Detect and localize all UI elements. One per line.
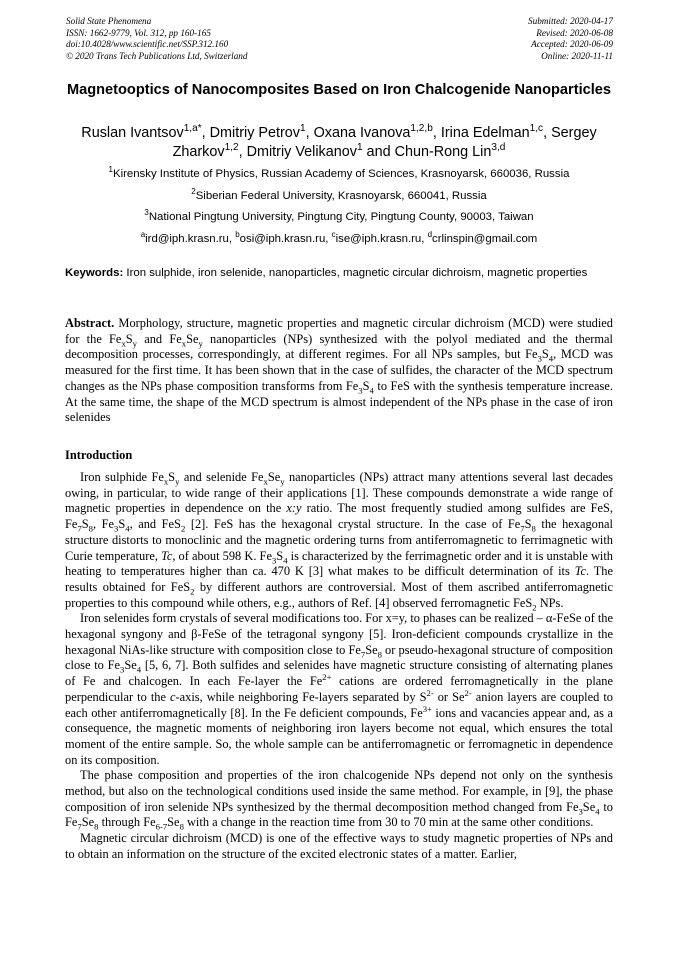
subscript: 3 — [578, 806, 583, 817]
accepted-date: Accepted: 2020-06-09 — [531, 39, 613, 50]
text-run: or pseudo-hexagonal structure of composition close to Fe — [65, 642, 613, 673]
superscript: 2+ — [322, 672, 332, 683]
paragraph — [65, 611, 613, 768]
author-affiliation-mark: 3,d — [491, 141, 506, 153]
email-mark: c — [331, 230, 336, 240]
text-run: is characterized by the ferrimagnetic order and it is unstable with heating to temperatures higher than ca. 470 K [3] what makes to be difficult determination of its — [65, 548, 613, 579]
abstract-label: Abstract. — [65, 316, 115, 330]
subscript: 2 — [180, 523, 186, 534]
text-run: the hexagonal structure distorts to monoclinic and the magnetic ordering turns from antiferromagnetic to ferrimagnetic with Curie temperature, — [65, 517, 613, 563]
doi-link[interactable]: doi:10.4028/www.scientific.net/SSP.312.160 — [66, 39, 229, 50]
text-run: . The results obtained for FeS — [65, 564, 613, 594]
affiliation-number: 1 — [108, 165, 113, 175]
subscript: 7 — [360, 649, 366, 660]
subscript: 8 — [377, 649, 382, 660]
author-separator: , — [432, 125, 441, 141]
text-run: Se — [267, 470, 281, 484]
author — [246, 141, 395, 160]
email-mark: b — [235, 230, 240, 240]
affiliation-text: National Pingtung University, Pingtung City, Pingtung County, 90003, Taiwan — [148, 211, 534, 223]
email-link[interactable]: crlinspin@gmail.com — [432, 233, 538, 245]
abstract — [65, 316, 613, 426]
author-affiliation-mark: 1,a* — [183, 123, 202, 135]
subscript: 7 — [77, 821, 82, 832]
abstract-text: and Fe — [137, 331, 182, 346]
text-run: Se — [167, 815, 180, 830]
subscript: 3 — [120, 664, 125, 675]
abstract-text: , MCD was measured for the first time. It has been shown that in the case of sulfides, the character of the MCD spectrum changes as the NPs phase composition transforms from Fe — [65, 347, 613, 393]
paper-title: Magnetooptics of Nanocomposites Based on Iron Chalcogenide Nanoparticles — [66, 82, 612, 98]
subscript: 2 — [532, 602, 537, 613]
text-run: x:y — [286, 501, 302, 516]
text-run: Tc — [161, 548, 173, 563]
abstract-text: to FeS with the synthesis temperature increase. At the same time, the shape of the MCD spectrum is almost independent of the NPs phase in the case of iron selenides — [65, 378, 613, 425]
text-run: Se — [124, 658, 137, 673]
paragraph — [65, 831, 613, 862]
affiliation-number: 2 — [191, 187, 196, 197]
revised-date: Revised: 2020-06-08 — [536, 27, 613, 38]
author-separator: , — [201, 125, 210, 141]
text-run: through Fe — [98, 815, 156, 830]
abstract-text: S — [125, 331, 133, 346]
text-run: S — [276, 548, 284, 563]
subscript: 7 — [520, 523, 525, 534]
subscript: 6-7 — [155, 821, 168, 832]
affiliation-text: Siberian Federal University, Krasnoyarsk, 660041, Russia — [195, 190, 487, 202]
author — [81, 125, 209, 141]
subscript: 8 — [531, 523, 536, 534]
subscript: 3 — [537, 353, 542, 364]
text-run: ratio. The most frequently studied among sulfides are FeS, Fe — [65, 501, 613, 532]
subscript: y — [198, 338, 203, 349]
author-affiliation-mark: 1,2 — [224, 141, 239, 153]
submitted-date: Submitted: 2020-04-17 — [528, 16, 613, 26]
text-run: nanoparticles (NPs) attract many attentions several last decades owing, in particular, to wide range of their applications [1]. These compounds demonstrate a wide range of magnetic properties in dependence on the — [65, 470, 613, 516]
text-run: Magnetic circular dichroism (MCD) is one of the effective ways to study magnetic properties of NPs and to obtain an information on the structure of the excited electronic states of a matter. Earlier, — [65, 831, 613, 861]
body-text — [65, 470, 613, 863]
subscript: 4 — [283, 554, 288, 565]
subscript: x — [263, 476, 268, 487]
author-affiliation-mark: 1 — [299, 123, 306, 135]
superscript: 2- — [426, 687, 434, 698]
author-name: Dmitriy Velikanov — [246, 143, 357, 160]
author-name: Chun-Rong Lin — [394, 143, 492, 160]
text-run: Se — [582, 799, 596, 814]
author-separator: and — [362, 143, 395, 160]
copyright-line: © 2020 Trans Tech Publications Ltd, Switzerland — [66, 50, 248, 61]
subscript: 8 — [94, 821, 99, 832]
author-name: Oxana Ivanova — [313, 125, 411, 141]
email-mark: d — [427, 230, 433, 240]
author-name: Sergey Zharkov — [172, 125, 597, 160]
journal-name: Solid State Phenomena — [66, 16, 152, 26]
subscript: 8 — [88, 523, 93, 534]
text-run: S — [118, 517, 126, 532]
author — [314, 125, 441, 141]
text-run: anion layers are coupled to each other antiferromagnetically [8]. In the Fe deficient compounds, Fe — [65, 689, 613, 720]
affiliation-2 — [40, 189, 638, 203]
text-run: and selenide Fe — [179, 470, 264, 484]
text-run: or Se — [433, 689, 465, 704]
text-run: by different authors are controversial. Most of them ascribed antiferromagnetic properties to this compound while others, e.g., authors of Ref. [4] observed ferromagnetic FeS — [65, 579, 613, 610]
text-run: S — [81, 517, 89, 532]
keywords — [65, 266, 613, 280]
email-list — [40, 232, 638, 246]
author-list — [60, 124, 618, 161]
text-run: with a change in the reaction time from 30 to 70 min at the same other conditions. — [183, 815, 594, 830]
email-link[interactable]: ise@iph.krasn.ru, — [335, 233, 428, 245]
text-run: to Fe — [65, 799, 613, 830]
subscript: y — [132, 338, 137, 349]
abstract-text: Se — [186, 331, 199, 346]
issn-line: ISSN: 1662-9779, Vol. 312, pp 160-165 — [66, 27, 211, 38]
author-name: Ruslan Ivantsov — [81, 125, 184, 141]
email-link[interactable]: ird@iph.krasn.ru, — [145, 233, 236, 245]
dates-header — [528, 16, 613, 62]
text-run: , of about 598 K. Fe — [172, 548, 272, 563]
text-run: The phase composition and properties of the iron chalcogenide NPs depend not only on the synthesis method, but also on the technological conditions used inside the same method. For example, in [9], the phase composition of iron selenide NPs synthesized by the thermal decomposition method changed from Fe — [65, 768, 613, 814]
text-run: ions and vacancies appear and, as a consequence, the magnetic moments of neighboring iron layers become not equal, which ensures the total moment of the entire sample. So, the whole sample can be antiferromagnetic or ferromagnetic in dependence on its composition. — [65, 705, 613, 767]
subscript: 4 — [136, 664, 142, 675]
text-run: c — [170, 689, 176, 704]
text-run: NPs. — [536, 595, 564, 610]
email-link[interactable]: osi@iph.krasn.ru, — [239, 233, 332, 245]
abstract-text: Morphology, structure, magnetic properties and magnetic circular dichroism (MCD) were studied for the Fe — [65, 316, 613, 346]
text-run: , Fe — [92, 517, 115, 532]
text-run: cations are ordered ferromagnetically in the plane perpendicular to the — [65, 674, 614, 704]
subscript: x — [181, 338, 187, 349]
text-run: -axis, while neighboring Fe-layers separated by S — [175, 689, 427, 704]
subscript: y — [280, 476, 285, 487]
subscript: x — [163, 476, 169, 487]
affiliation-3 — [40, 210, 638, 224]
text-run: , and FeS — [129, 517, 181, 532]
paragraph — [65, 470, 613, 611]
author-name: Dmitriy Petrov — [209, 125, 300, 141]
author-affiliation-mark: 1,c — [529, 123, 544, 135]
subscript: 4 — [595, 806, 600, 817]
author — [441, 125, 551, 141]
keywords-text: Iron sulphide, iron selenide, nanoparticles, magnetic circular dichroism, magnetic properties — [126, 267, 588, 279]
text-run: Iron sulphide Fe — [80, 470, 164, 484]
subscript: 4 — [548, 353, 554, 364]
text-run: Se — [365, 642, 378, 657]
keywords-label: Keywords: — [65, 267, 124, 279]
text-run: S — [524, 517, 532, 532]
author — [210, 125, 314, 141]
subscript: 8 — [179, 821, 184, 832]
subscript: 7 — [77, 523, 82, 534]
superscript: 2- — [464, 687, 472, 698]
author-affiliation-mark: 1,2,b — [410, 123, 433, 135]
email-mark: a — [140, 230, 146, 240]
text-run: Tc — [574, 564, 586, 579]
subscript: 2 — [190, 586, 195, 597]
author-affiliation-mark: 1 — [356, 141, 363, 153]
text-run: S — [168, 470, 176, 484]
abstract-text: S — [541, 347, 549, 362]
text-run: Se — [81, 815, 95, 830]
affiliation-1 — [40, 167, 638, 181]
text-run: [2]. FeS has the hexagonal crystal structure. In the case of Fe — [185, 517, 521, 532]
subscript: 4 — [369, 385, 374, 396]
section-title: Introduction — [65, 448, 133, 462]
affiliation-text: Kirensky Institute of Physics, Russian Academy of Sciences, Krasnoyarsk, 660036, Russia — [112, 168, 570, 180]
subscript: y — [175, 476, 180, 487]
subscript: 3 — [358, 385, 363, 396]
subscript: 3 — [114, 523, 119, 534]
author-separator: , — [543, 125, 552, 141]
author-separator: , — [238, 143, 247, 160]
journal-header — [66, 16, 247, 62]
online-date: Online: 2020-11-11 — [541, 50, 613, 61]
affiliation-number: 3 — [144, 208, 149, 218]
paragraph — [65, 768, 613, 831]
subscript: x — [121, 338, 126, 349]
author-name: Irina Edelman — [440, 125, 530, 141]
author-separator: , — [305, 125, 314, 141]
subscript: 4 — [125, 523, 130, 534]
author — [394, 141, 506, 160]
abstract-text: nanoparticles (NPs) synthesized with the polyol mediated and the thermal decomposition processes, correspondingly, at different regimes. For all NPs samples, but Fe — [65, 331, 613, 362]
text-run: [5, 6, 7]. Both sulfides and selenides have magnetic structure consisting of alternating planes of Fe and chalcogen. In each Fe-layer the Fe — [65, 658, 614, 689]
abstract-text: S — [362, 378, 370, 393]
subscript: 3 — [271, 554, 277, 565]
text-run: Iron selenides form crystals of several modifications too. For x=y, to phases can be realized – α-FeSe of the hexagonal syngony and β-FeSe of the tetragonal syngony [5]. Iron-deficient compounds crystallize in the hexagonal NiAs-like structure with composition close to Fe — [65, 611, 613, 657]
superscript: 3+ — [422, 703, 432, 714]
